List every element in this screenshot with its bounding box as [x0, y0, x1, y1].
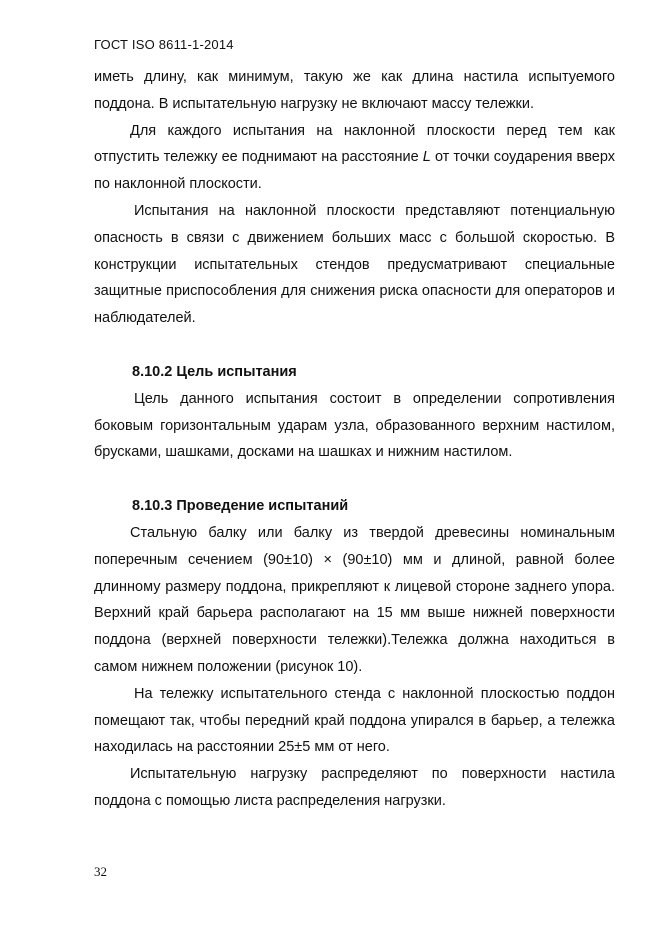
variable-L: L [422, 149, 431, 166]
paragraph-continuation: иметь длину, как минимум, такую же как длина настила испытуемого поддона. В испытательную нагрузку не включают массу тележки. [94, 69, 615, 112]
section-heading-8-10-2: 8.10.2 Цель испытания [132, 363, 297, 380]
section-gap [94, 332, 615, 359]
section-gap [94, 466, 615, 493]
page-number: 32 [94, 864, 107, 879]
section-heading-8-10-3: 8.10.3 Проведение испытаний [132, 498, 349, 515]
document-header: ГОСТ ISO 8611-1-2014 [94, 37, 234, 52]
paragraph-lift-distance [94, 118, 615, 198]
paragraph-pallet-placement: На тележку испытательного стенда с наклонной плоскостью поддон помещают так, чтобы передний край поддона упирался в барьер, а тележка находилась на расстоянии 25±5 мм от него. [94, 685, 615, 756]
document-body [94, 64, 615, 815]
paragraph-lift-distance-part2: от точки соударения вверх по наклонной плоскости. [94, 149, 615, 193]
paragraph-lift-distance-part1: Для каждого испытания на наклонной плоскости перед тем как отпустить тележку ее поднимают на расстояние [94, 122, 615, 166]
paragraph-beam-setup: Стальную балку или балку из твердой древесины номинальным поперечным сечением (90±10) × (90±10) мм и длиной, равной более длинному размеру поддона, прикрепляют к лицевой стороне заднего упора. Верхний край барьера располагают на 15 мм выше нижней поверхности поддона (верхней поверхности тележки).Тележка должна находиться в самом нижнем положении (рисунок 10). [94, 524, 615, 675]
paragraph-safety: Испытания на наклонной плоскости представляют потенциальную опасность в связи с движением больших масс с большой скоростью. В конструкции испытательных стендов предусматривают специальные защитные приспособления для снижения риска опасности для операторов и наблюдателей. [94, 202, 615, 327]
paragraph-load-distribution: Испытательную нагрузку распределяют по поверхности настила поддона с помощью листа распределения нагрузки. [94, 766, 615, 809]
paragraph-test-purpose: Цель данного испытания состоит в определении сопротивления боковым горизонтальным ударам узла, образованного верхним настилом, брусками, шашками, досками на шашках и нижним настилом. [94, 390, 615, 461]
